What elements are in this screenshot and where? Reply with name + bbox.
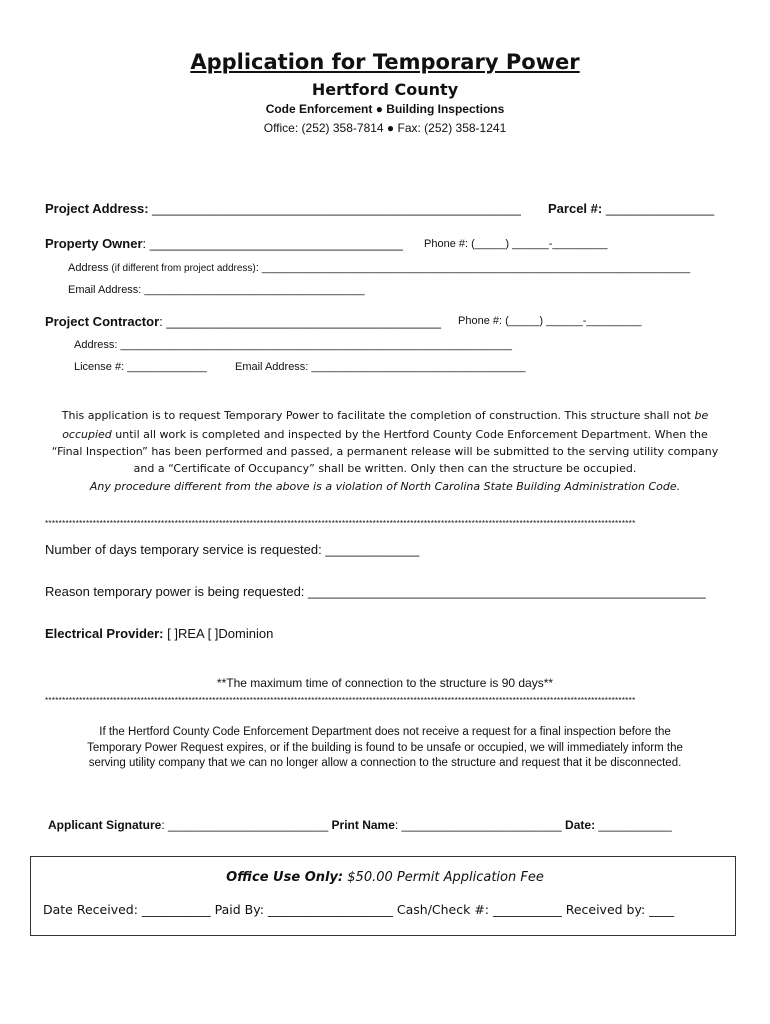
alternate-address-note: (if different from project address) [111,263,256,274]
alternate-address-label: Address [68,262,112,274]
electrical-provider-label: Electrical Provider: [45,626,164,641]
contractor-address-field[interactable]: Address: ________________________________________________________________ [74,339,512,351]
license-field[interactable]: License #: _____________ [74,361,207,373]
statement-line-3: “Final Inspection” has been performed and passed, a permanent release will be submitted to the serving utility company [51,445,719,458]
reason-field[interactable]: Reason temporary power is being requested: _______________________________________________________ [45,584,706,599]
project-address-field[interactable] [45,201,521,216]
parcel-label: Parcel #: [548,201,603,216]
parcel-field[interactable] [548,201,714,216]
contractor-blank: : ______________________________________ [159,314,442,329]
signature-row[interactable] [48,818,672,832]
electrical-provider-field[interactable] [45,626,273,641]
contractor-label: Project Contractor [45,314,160,329]
print-name-blank[interactable]: : ________________________ [394,818,562,832]
alternate-address-blank: : ______________________________________________________________________ [255,262,691,274]
permit-fee: $50.00 Permit Application Fee [343,870,544,885]
alternate-address-field[interactable] [68,262,690,274]
page-title: Application for Temporary Power [190,50,580,74]
print-name-label: Print Name [328,818,395,832]
office-use-label: Office Use Only: [226,870,344,885]
statement-emphasis: be [694,409,709,422]
parcel-blank: _______________ [602,201,715,216]
contractor-field[interactable] [45,314,441,329]
office-use-fields[interactable]: Date Received: ___________ Paid By: ____________________ Cash/Check #: ___________ Received by: ____ [43,902,675,917]
statement-emphasis: occupied [62,428,112,441]
statement-line-4: and a “Certificate of Occupancy” shall be written. Only then can the structure be occupied. [133,462,637,475]
project-address-label: Project Address: [45,201,149,216]
owner-phone-field[interactable]: Phone #: (_____) ______-_________ [424,238,608,250]
property-owner-label: Property Owner [45,236,143,251]
applicant-signature-label: Applicant Signature [48,818,162,832]
property-owner-field[interactable] [45,236,403,251]
property-owner-blank: : ___________________________________ [142,236,403,251]
separator-line: ***************************************************************************************************************************************************************************** [45,696,636,705]
statement-line-2 [0,428,770,441]
contractor-phone-field[interactable]: Phone #: (_____) ______-_________ [458,315,642,327]
max-time-note: **The maximum time of connection to the structure is 90 days** [216,676,554,690]
statement-line-5: Any procedure different from the above is a violation of North Carolina State Building Administration Code. [89,480,681,493]
separator-line: ***************************************************************************************************************************************************************************** [45,519,636,528]
date-label: Date: [561,818,596,832]
office-use-box [30,856,736,936]
notice-line-3: serving utility company that we can no longer allow a connection to the structure and request that it be disconnected. [88,757,682,769]
notice-line-1: If the Hertford County Code Enforcement Department does not receive a request for a final inspection before the [99,726,671,738]
department-line: Code Enforcement ● Building Inspections [265,102,505,116]
office-use-title [0,870,770,885]
applicant-signature-blank[interactable]: : ________________________ [161,818,329,832]
statement-text: until all work is completed and inspected by the Hertford County Code Enforcement Department. When the [111,428,708,441]
owner-email-field[interactable]: Email Address: ____________________________________ [68,284,365,296]
project-address-blank: ___________________________________________________ [148,201,521,216]
contractor-email-field[interactable]: Email Address: ___________________________________ [235,361,526,373]
days-requested-field[interactable]: Number of days temporary service is requested: _____________ [45,542,420,557]
date-blank[interactable]: ___________ [595,818,672,832]
electrical-provider-options[interactable]: [ ]REA [ ]Dominion [163,626,274,641]
notice-line-2: Temporary Power Request expires, or if the building is found to be unsafe or occupied, we will immediately inform the [87,742,683,754]
county-name: Hertford County [311,80,459,99]
contact-line: Office: (252) 358-7814 ● Fax: (252) 358-1241 [263,121,507,135]
statement-text: This application is to request Temporary Power to facilitate the completion of construction. This structure shall not [61,409,695,422]
statement-line-1 [0,409,770,422]
